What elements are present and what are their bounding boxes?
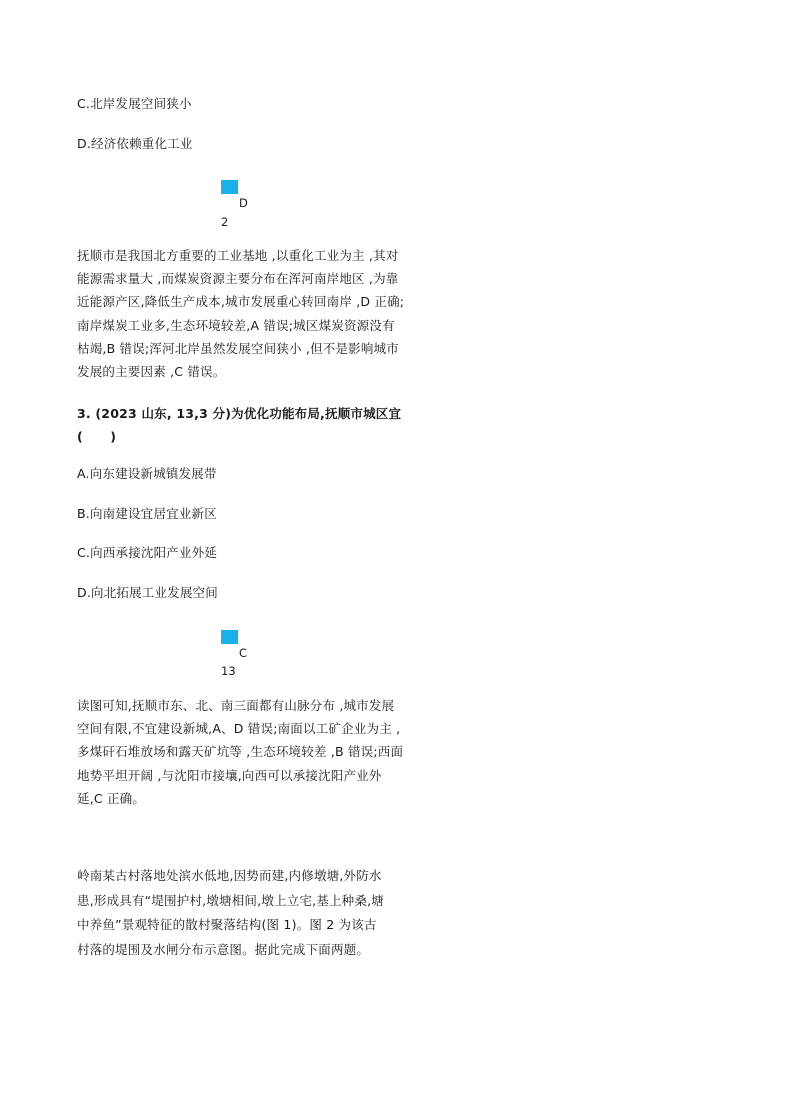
explanation-line: 南岸煤炭工业多,生态环境较差,A 错误;城区煤炭资源没有: [77, 317, 395, 333]
option-b-text: B.向南建设宜居宜业新区: [77, 506, 217, 521]
answer-marker-icon: [221, 180, 238, 194]
explanation-line: 抚顺市是我国北方重要的工业基地 ,以重化工业为主 ,其对: [77, 248, 399, 263]
explanation-line: 延,C 正确。: [77, 790, 146, 806]
explanation-line: 空间有限,不宜建设新城,A、D 错误;南面以工矿企业为主 ,: [77, 721, 401, 737]
question-3-blank: ( ): [77, 429, 117, 444]
explanation-line: 发展的主要因素 ,C 错误。: [77, 364, 226, 380]
option-d-text: D.向北拓展工业发展空间: [77, 585, 218, 600]
explanation-paragraph-2: [77, 694, 407, 810]
option-a-text: A.向东建设新城镇发展带: [77, 466, 217, 481]
explanation-line: 地势平坦开阔 ,与沈阳市接壤,向西可以承接沈阳产业外: [77, 767, 382, 783]
explanation-paragraph-1: [77, 244, 407, 383]
explanation-line: 多煤矸石堆放场和露天矿坑等 ,生态环境较差 ,B 错误;西面: [77, 744, 404, 760]
question-3-stem: 3. (2023 山东, 13,3 分)为优化功能布局,抚顺市城区宜: [77, 406, 402, 421]
answer-letter: D: [239, 196, 248, 210]
explanation-line: 枯竭,B 错误;浑河北岸虽然发展空间狭小 ,但不是影响城市: [77, 340, 399, 356]
explanation-line: 能源需求量大 ,而煤炭资源主要分布在浑河南岸地区 ,为靠: [77, 271, 399, 287]
option-c-text: C.北岸发展空间狭小: [77, 96, 192, 111]
answer-number: 2: [221, 215, 229, 229]
explanation-line: 近能源产区,降低生产成本,城市发展重心转回南岸 ,D 正确;: [77, 294, 405, 310]
passage-line: 村落的堤围及水闸分布示意图。据此完成下面两题。: [77, 941, 370, 957]
passage-line: 患,形成具有“堤围护村,墩塘相间,墩上立宅,基上种桑,塘: [77, 892, 384, 908]
option-d-text: D.经济依赖重化工业: [77, 136, 193, 151]
option-c-text: C.向西承接沈阳产业外延: [77, 545, 218, 560]
answer-number: 13: [221, 664, 236, 678]
passage-line: 岭南某古村落地处滨水低地,因势而建,内修墩塘,外防水: [77, 868, 382, 883]
answer-letter: C: [239, 646, 248, 660]
reading-passage: [77, 864, 407, 962]
explanation-line: 读图可知,抚顺市东、北、南三面都有山脉分布 ,城市发展: [77, 698, 395, 713]
passage-line: 中养鱼”景观特征的散村聚落结构(图 1)。图 2 为该古: [77, 917, 377, 932]
answer-marker-icon: [221, 630, 238, 644]
